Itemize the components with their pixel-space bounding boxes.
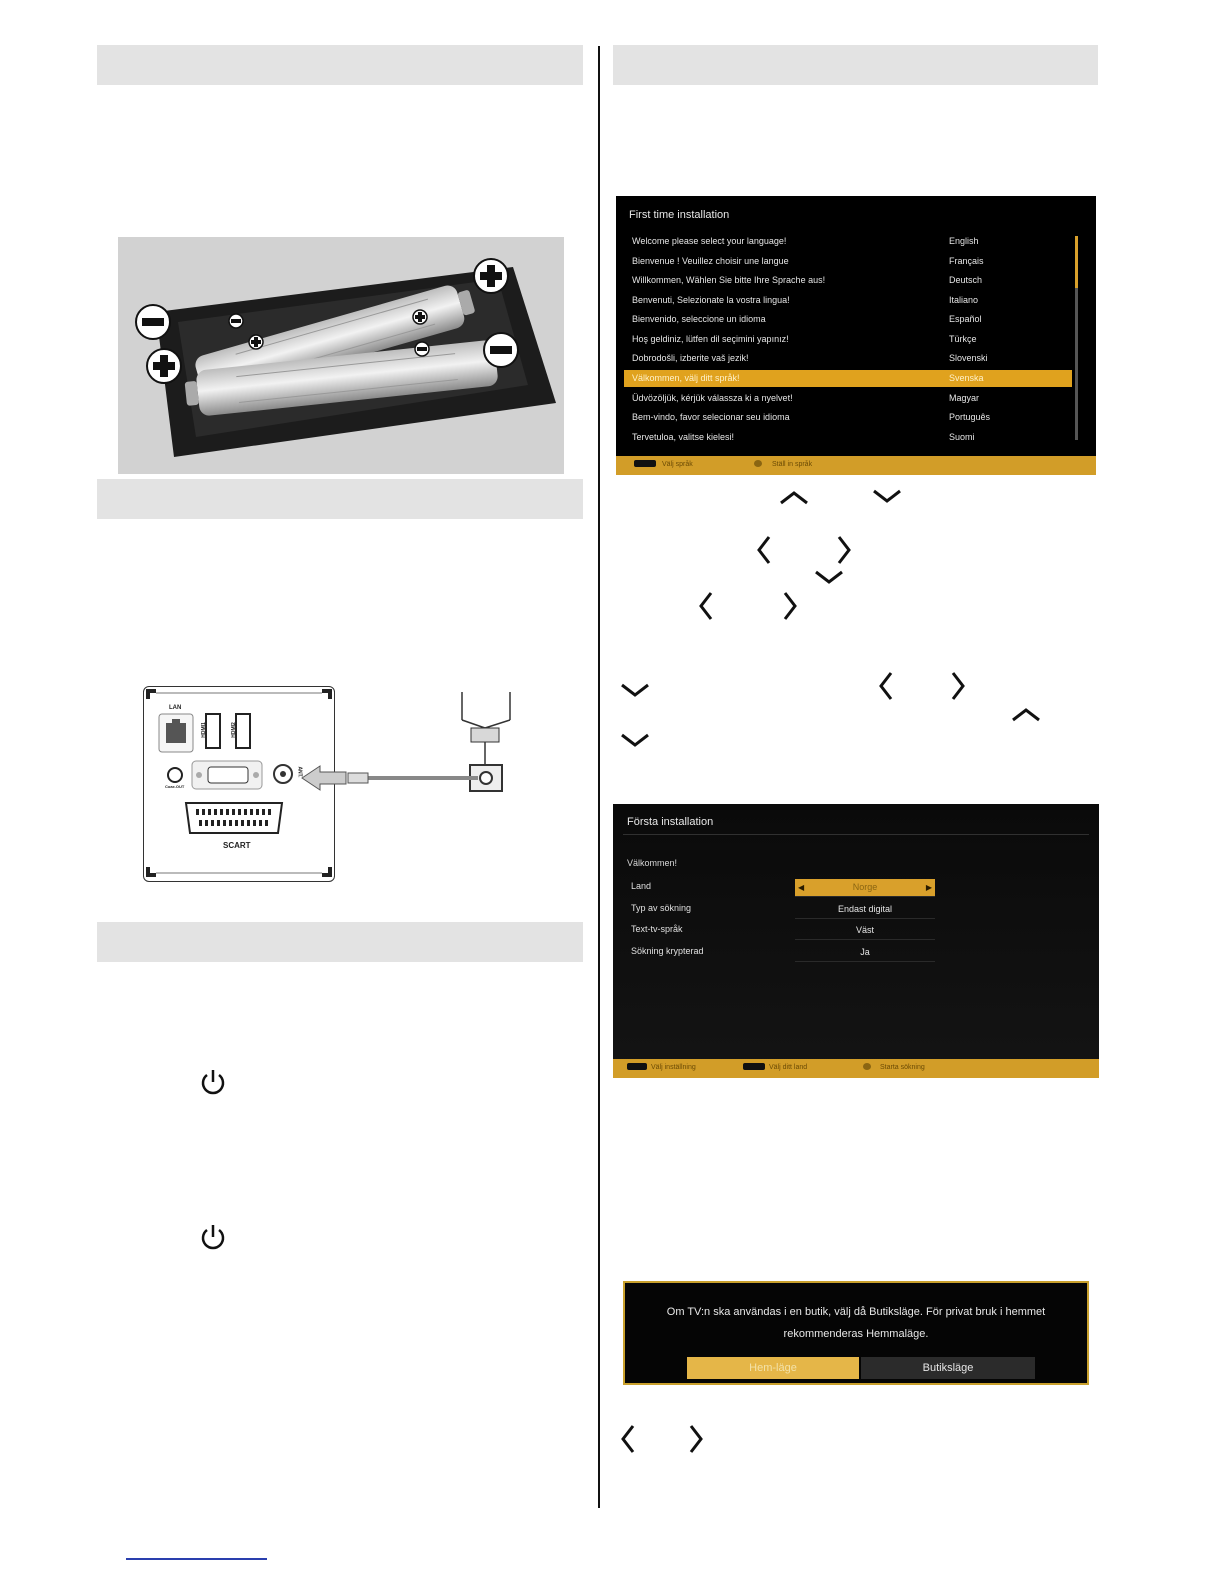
mode-selection-dialog xyxy=(623,1281,1089,1385)
scart-label: SCART xyxy=(223,841,251,850)
hint-bar xyxy=(613,1059,1099,1078)
screen-title: Första installation xyxy=(627,816,714,828)
search-type-value[interactable]: Endast digital xyxy=(795,901,935,919)
power-icon xyxy=(198,1222,228,1252)
language-row-slovenian[interactable]: Dobrodošli, izberite vaš jezik! Slovenski xyxy=(632,353,988,363)
down-arrow-icon xyxy=(620,683,650,697)
down-arrow-icon xyxy=(620,733,650,747)
language-row-finnish[interactable]: Tervetuloa, valitse kielesi! Suomi xyxy=(632,431,975,442)
leftright-key-icon xyxy=(743,1063,765,1070)
scan-encrypted-label: Sökning krypterad xyxy=(631,946,704,956)
power-icon xyxy=(198,1067,228,1097)
first-time-installation-screen xyxy=(616,196,1096,475)
store-mode-button[interactable]: Butiksläge xyxy=(861,1357,1035,1379)
right-arrow-icon xyxy=(836,535,852,565)
language-row-portuguese[interactable]: Bem-vindo, favor selecionar seu idioma Português xyxy=(632,412,991,422)
updown-key-icon xyxy=(627,1063,647,1070)
dialog-message: Om TV:n ska användas i en butik, välj då Butiksläge. För privat bruk i hemmet rekommenderas Hemmaläge. xyxy=(666,1306,1046,1340)
scrollbar-thumb[interactable] xyxy=(1075,236,1078,288)
section-header-power xyxy=(97,922,583,962)
small-plus-icon xyxy=(249,335,263,349)
battery-illustration xyxy=(118,237,564,474)
down-arrow-icon xyxy=(814,570,844,584)
small-minus-icon xyxy=(415,342,429,356)
hint-set-language: Ställ in språk xyxy=(772,461,813,468)
ant-label: ANT. xyxy=(296,766,303,778)
section-header-batteries xyxy=(97,45,583,85)
right-arrow-icon xyxy=(950,671,966,701)
language-row-german[interactable]: Willkommen, Wählen Sie bitte Ihre Sprache aus! Deutsch xyxy=(632,275,983,285)
small-minus-icon xyxy=(229,314,243,328)
up-arrow-icon xyxy=(1011,708,1041,722)
language-row-spanish[interactable]: Bienvenido, seleccione un idioma Español xyxy=(632,314,982,324)
coax-out-label: Coax.OUT xyxy=(165,784,185,789)
ok-key-icon xyxy=(754,460,762,467)
hint-select-setting: Välj inställning xyxy=(651,1064,696,1071)
left-arrow-icon xyxy=(698,591,714,621)
left-arrow-icon xyxy=(878,671,894,701)
minus-sign-right-icon xyxy=(484,333,518,367)
hdmi2-label: HDMI2 xyxy=(230,722,237,738)
section-header-first-install xyxy=(613,45,1098,85)
small-plus-icon xyxy=(413,310,427,324)
right-arrow-icon xyxy=(782,591,798,621)
language-row-italian[interactable]: Benvenuti, Selezionate la vostra lingua! Italiano xyxy=(632,294,979,305)
updown-key-icon xyxy=(634,460,656,467)
scan-encrypted-value[interactable]: Ja xyxy=(795,944,935,962)
hint-select-language: Välj språk xyxy=(662,461,693,468)
hdmi1-label: HDMI1 xyxy=(200,722,207,738)
section-header-antenna xyxy=(97,479,583,519)
right-triangle-icon[interactable]: ▶ xyxy=(925,883,932,892)
antenna-cable-illustration xyxy=(290,690,530,800)
language-row-hungarian[interactable]: Üdvözöljük, kérjük válassza ki a nyelvet! Magyar xyxy=(632,392,980,403)
up-arrow-icon xyxy=(779,491,809,505)
column-divider xyxy=(598,46,600,1508)
left-arrow-icon xyxy=(756,535,772,565)
teletext-language-label: Text-tv-språk xyxy=(631,924,683,934)
hint-start-search: Starta sökning xyxy=(880,1064,925,1071)
right-arrow-icon xyxy=(688,1424,704,1454)
lan-label: LAN xyxy=(169,705,182,711)
language-row-french[interactable]: Bienvenue ! Veuillez choisir une langue Français xyxy=(632,255,984,266)
plus-sign-left-icon xyxy=(147,349,181,383)
language-row-turkish[interactable]: Hoş geldiniz, lütfen dil seçimini yapınız! Türkçe xyxy=(632,333,977,344)
teletext-language-value[interactable]: Väst xyxy=(795,922,935,940)
welcome-label: Välkommen! xyxy=(627,858,678,868)
forsta-installation-screen xyxy=(613,804,1099,1078)
screen-title: First time installation xyxy=(629,209,730,221)
search-type-label: Typ av sökning xyxy=(631,903,692,913)
hint-select-country: Välj ditt land xyxy=(769,1064,808,1071)
title-divider xyxy=(623,834,1089,835)
plus-sign-right-icon xyxy=(474,259,508,293)
home-mode-button[interactable]: Hem-läge xyxy=(687,1357,859,1379)
ok-key-icon xyxy=(863,1063,871,1070)
hint-bar xyxy=(616,456,1096,475)
left-arrow-icon xyxy=(620,1424,636,1454)
left-triangle-icon[interactable]: ◀ xyxy=(798,883,805,892)
footer-rule xyxy=(126,1558,267,1560)
language-row-english[interactable]: Welcome please select your language! English xyxy=(632,236,979,246)
scrollbar[interactable] xyxy=(1075,236,1078,440)
country-selector[interactable]: ◀ Norge ▶ xyxy=(795,879,935,897)
minus-sign-left-icon xyxy=(136,305,170,339)
language-row-swedish-selected[interactable]: Välkommen, välj ditt språk! Svenska xyxy=(624,370,1072,387)
country-label: Land xyxy=(631,881,652,891)
down-arrow-icon xyxy=(872,489,902,503)
